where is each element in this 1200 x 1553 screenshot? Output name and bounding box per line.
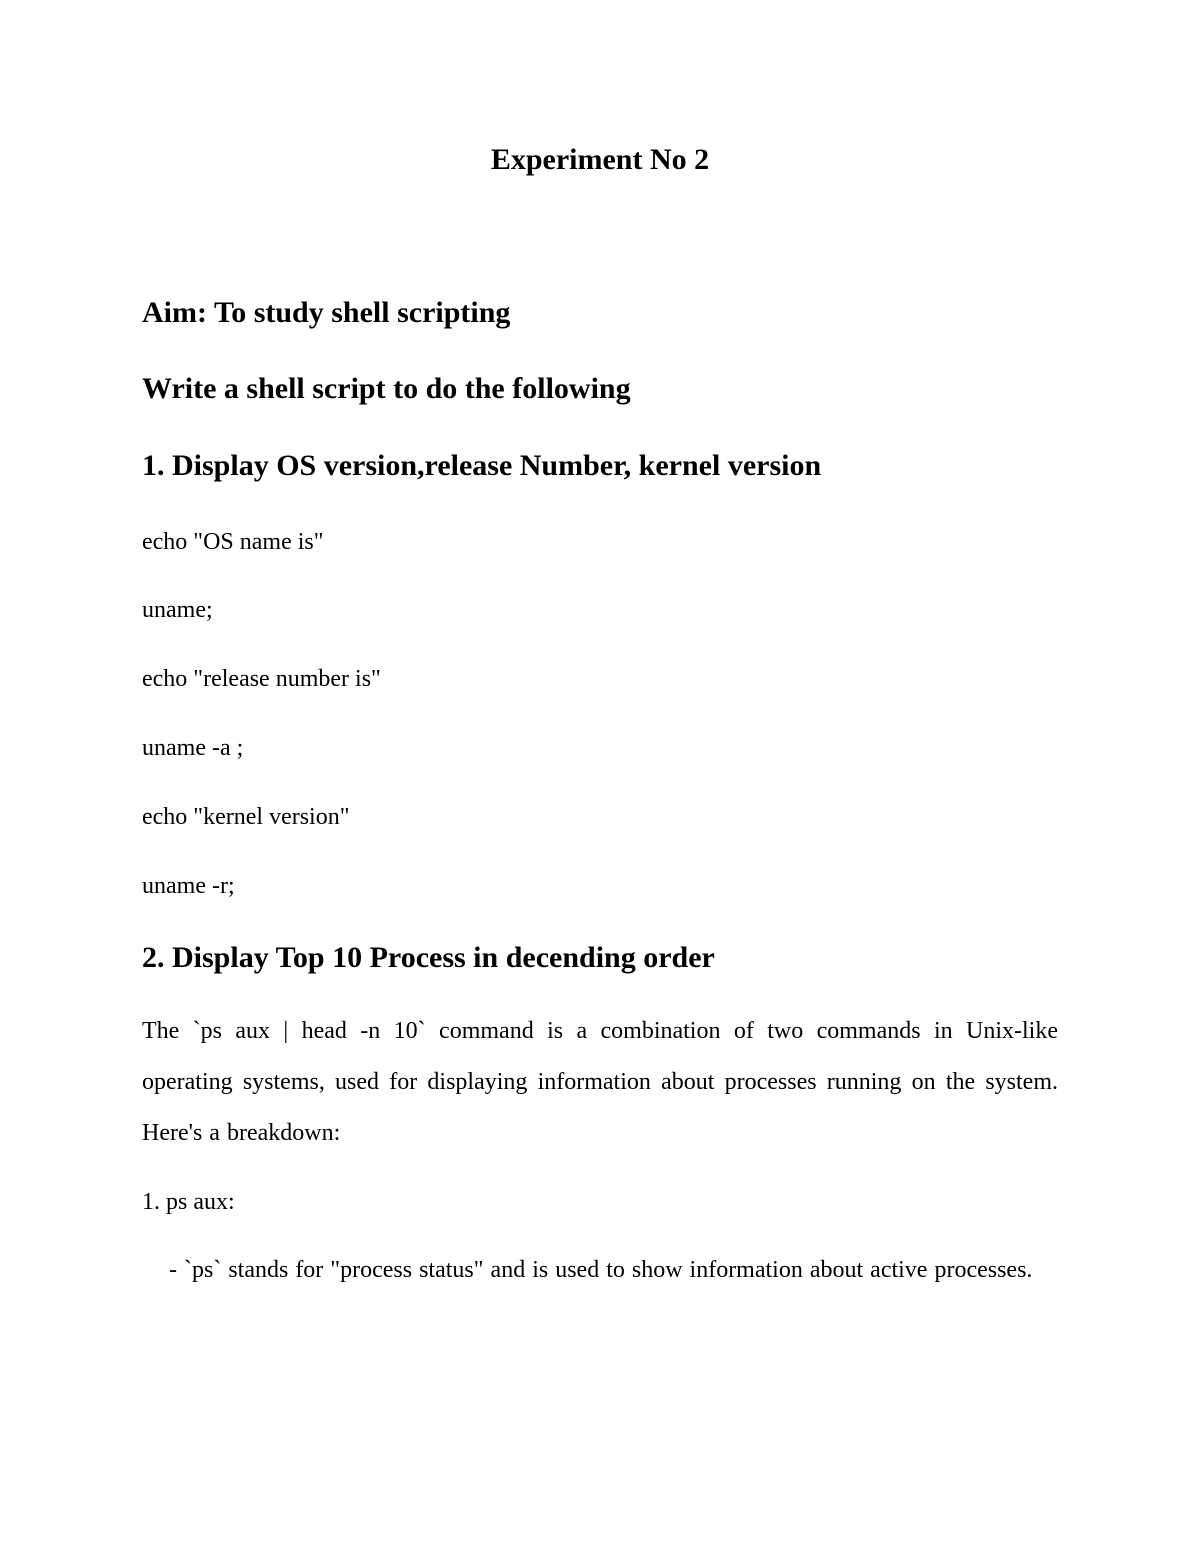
section2-paragraph: The `ps aux | head -n 10` command is a combination of two commands in Unix-like operating systems, used for displaying information about processes running on the system. Here's a breakdown: <box>142 1018 1058 1146</box>
code-line: uname -a ; <box>142 735 244 761</box>
code-line: echo "kernel version" <box>142 804 350 830</box>
list-sub-item: - `ps` stands for "process status" and is used to show information about active processes. <box>169 1257 1033 1283</box>
section1-heading: 1. Display OS version,release Number, kernel version <box>142 449 822 482</box>
code-line: echo "release number is" <box>142 666 381 692</box>
section2-heading: 2. Display Top 10 Process in decending order <box>142 941 715 974</box>
task-heading: Write a shell script to do the following <box>142 372 631 405</box>
code-line: echo "OS name is" <box>142 529 324 555</box>
code-line: uname; <box>142 597 213 623</box>
document-title: Experiment No 2 <box>490 143 710 176</box>
aim-heading: Aim: To study shell scripting <box>142 296 511 329</box>
list-item: 1. ps aux: <box>142 1189 235 1215</box>
code-line: uname -r; <box>142 873 235 899</box>
